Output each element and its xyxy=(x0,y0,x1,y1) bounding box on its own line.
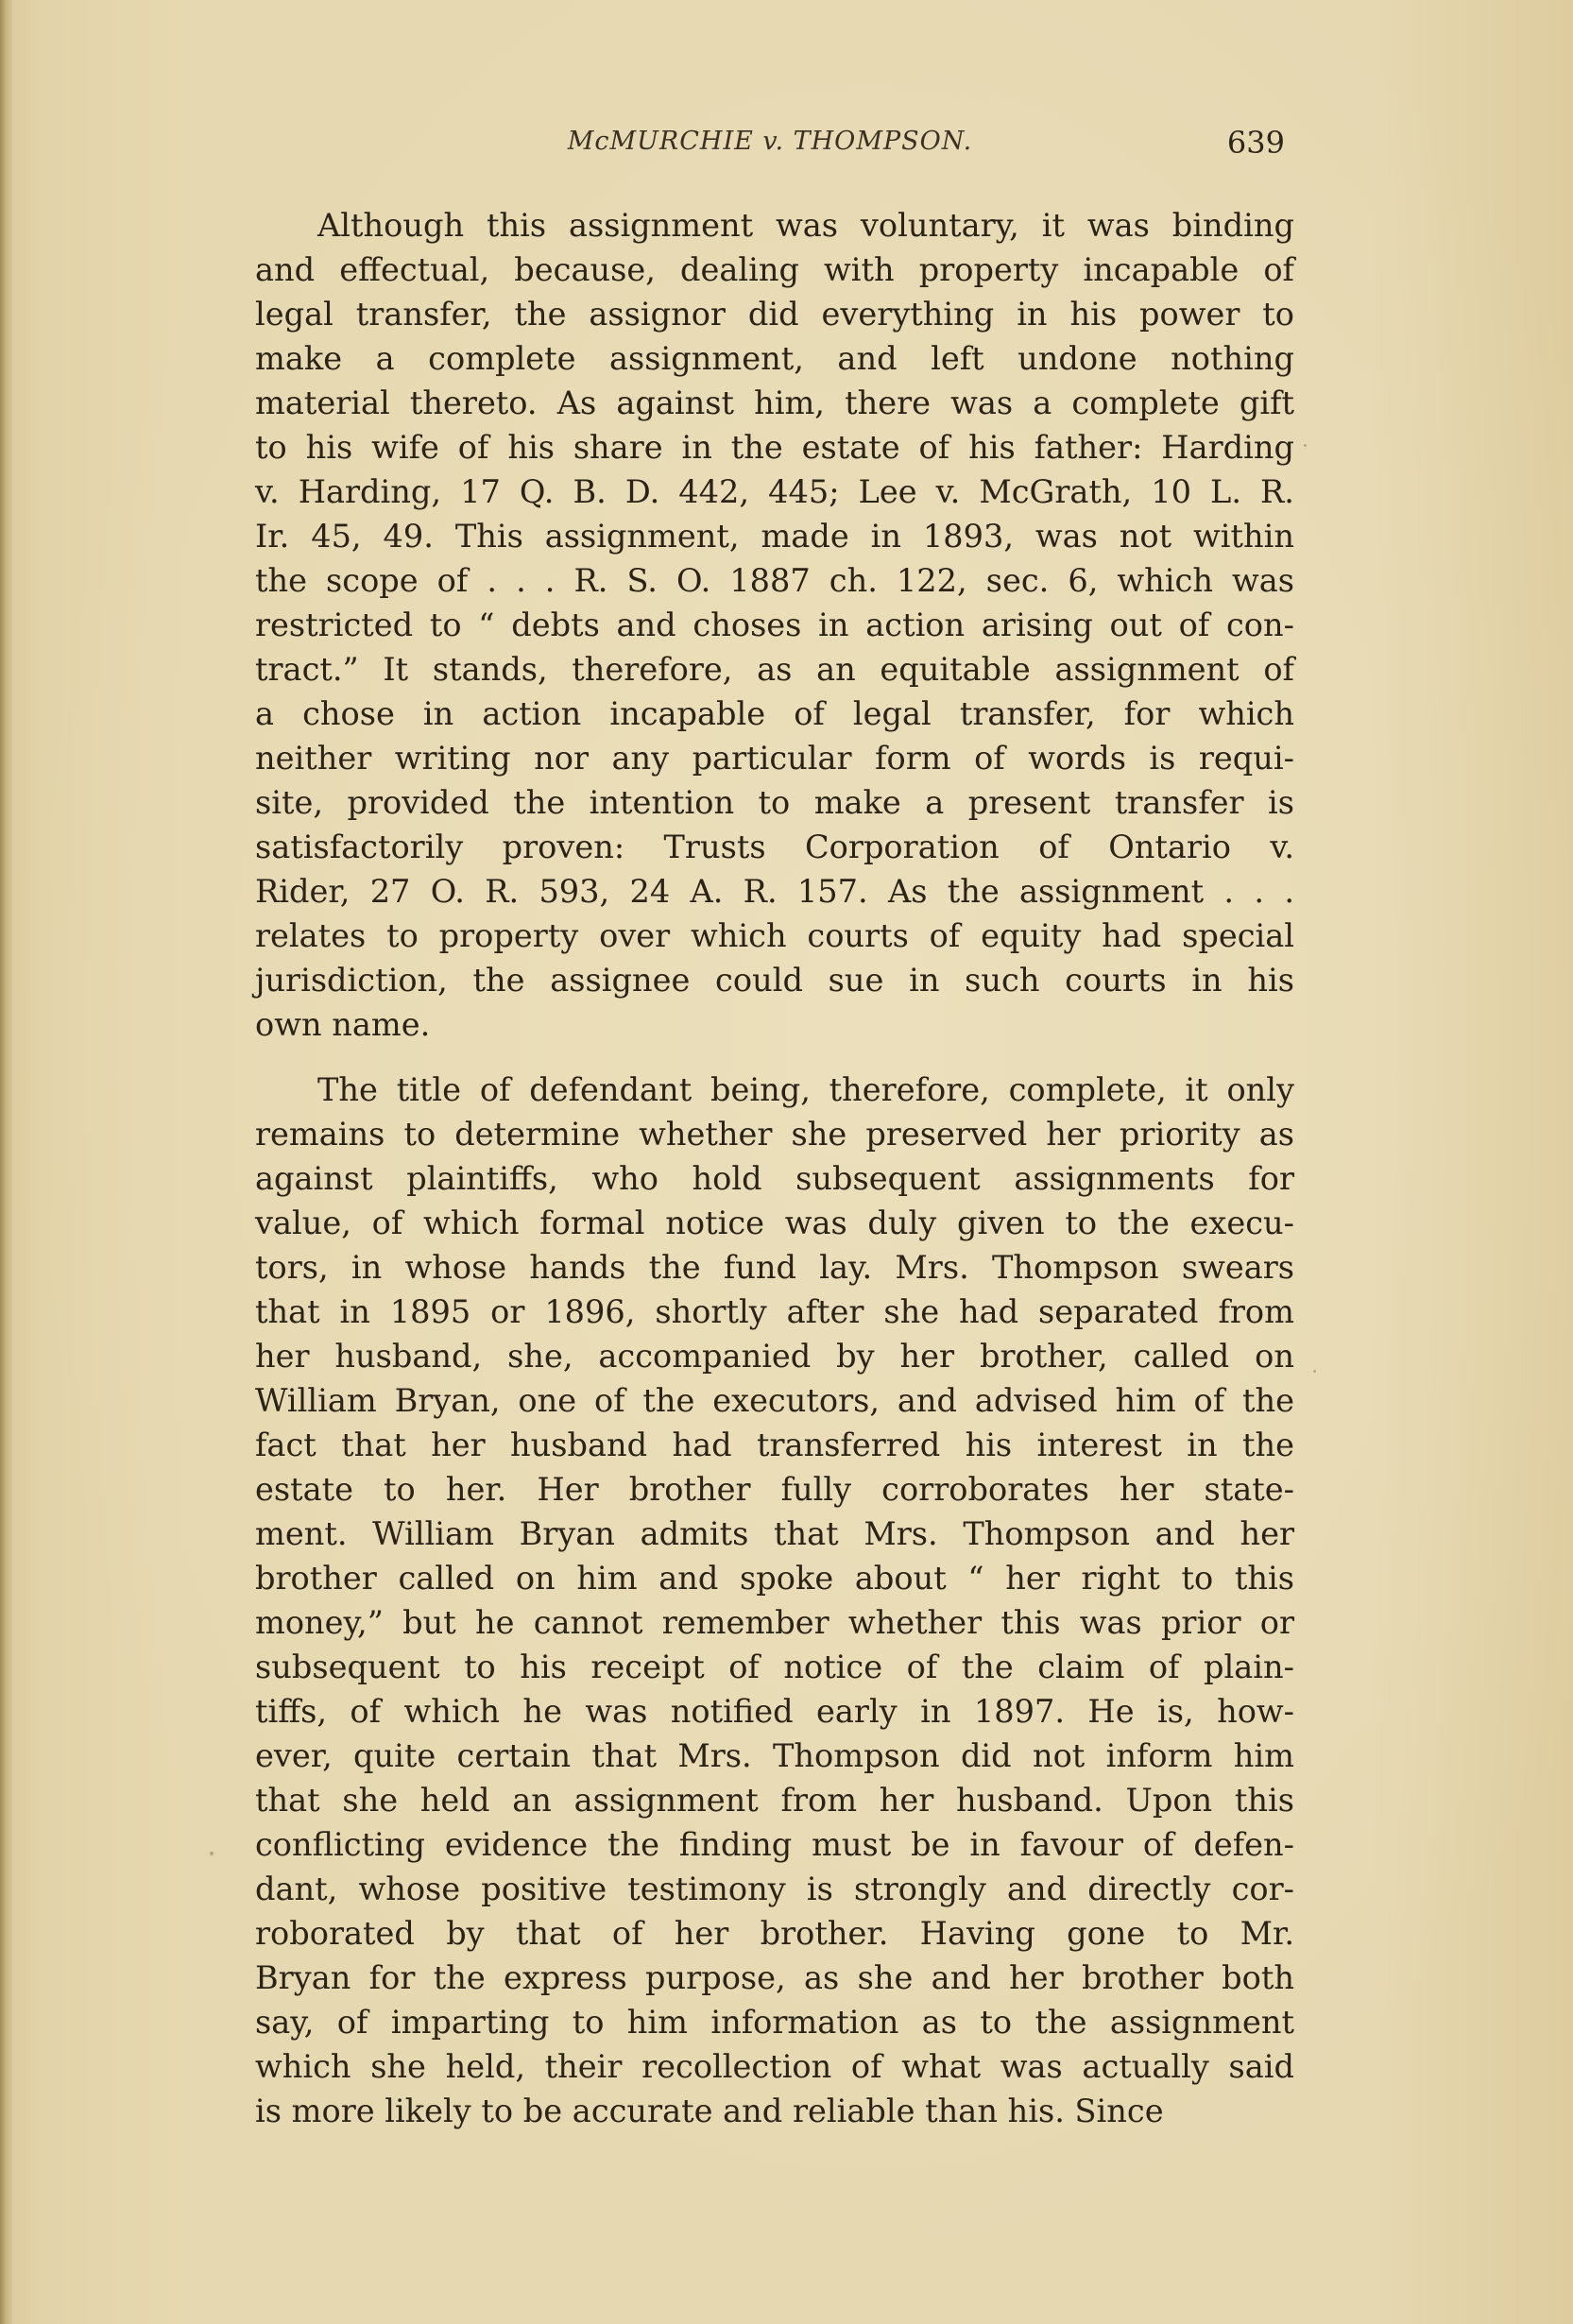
text-line: her husband, she, accompanied by her brother, called on xyxy=(255,1338,1294,1375)
text-line: own name. xyxy=(255,1006,431,1043)
text-line: say, of imparting to him information as to the assignment xyxy=(255,2004,1294,2041)
text-line: to his wife of his share in the estate of his father: Harding xyxy=(255,429,1294,466)
text-line: tract.” It stands, therefore, as an equitable assignment of xyxy=(255,651,1294,688)
text-line: money,” but he cannot remember whether this was prior or xyxy=(255,1604,1294,1641)
page-gutter-shadow xyxy=(0,0,13,2324)
text-line: against plaintiffs, who hold subsequent assignments for xyxy=(255,1160,1294,1197)
text-line: legal transfer, the assignor did everything in his power to xyxy=(255,296,1294,333)
text-line: is more likely to be accurate and reliable than his. Since xyxy=(255,2093,1164,2129)
text-line: relates to property over which courts of equity had special xyxy=(255,917,1294,954)
text-line: that she held an assignment from her husband. Upon this xyxy=(255,1782,1294,1819)
text-line: tiffs, of which he was notified early in 1897. He is, how- xyxy=(255,1693,1294,1730)
text-line: Bryan for the express purpose, as she and her brother both xyxy=(255,1959,1294,1996)
text-line: tors, in whose hands the fund lay. Mrs. Thompson swears xyxy=(255,1249,1294,1286)
text-line: material thereto. As against him, there was a complete gift xyxy=(255,384,1294,421)
text-line: which she held, their recollection of what was actually said xyxy=(255,2048,1294,2085)
body-text xyxy=(255,203,1294,2133)
text-line: site, provided the intention to make a present transfer is xyxy=(255,784,1294,821)
paper-speck xyxy=(1313,1370,1316,1373)
text-line: Ir. 45, 49. This assignment, made in 1893, was not within xyxy=(255,518,1294,555)
text-line: estate to her. Her brother fully corroborates her state- xyxy=(255,1471,1294,1508)
text-line: Rider, 27 O. R. 593, 24 A. R. 157. As the assignment . . . xyxy=(255,873,1294,910)
text-line: conflicting evidence the finding must be in favour of defen- xyxy=(255,1826,1294,1863)
paragraph xyxy=(255,203,1294,1047)
page-number: 639 xyxy=(1226,125,1285,161)
text-line: fact that her husband had transferred his interest in the xyxy=(255,1427,1294,1463)
paper-speck xyxy=(1304,444,1307,447)
text-line: ever, quite certain that Mrs. Thompson did not inform him xyxy=(255,1737,1294,1774)
text-line: make a complete assignment, and left undone nothing xyxy=(255,340,1294,377)
text-line: and effectual, because, dealing with property incapable of xyxy=(255,251,1294,288)
text-line: subsequent to his receipt of notice of the claim of plain- xyxy=(255,1649,1294,1685)
paragraph xyxy=(255,1068,1294,2133)
text-line: that in 1895 or 1896, shortly after she had separated from xyxy=(255,1293,1294,1330)
text-line: neither writing nor any particular form of words is requi- xyxy=(255,740,1294,777)
text-line: ment. William Bryan admits that Mrs. Thompson and her xyxy=(255,1515,1294,1552)
text-line: remains to determine whether she preserved her priority as xyxy=(255,1116,1294,1153)
text-line: William Bryan, one of the executors, and advised him of the xyxy=(255,1382,1294,1419)
running-title: McMURCHIE v. THOMPSON. xyxy=(567,127,973,156)
text-line: jurisdiction, the assignee could sue in such courts in his xyxy=(255,962,1294,999)
text-line: the scope of . . . R. S. O. 1887 ch. 122, sec. 6, which was xyxy=(255,562,1294,599)
text-line: Although this assignment was voluntary, it was binding xyxy=(317,207,1294,244)
text-line: roborated by that of her brother. Having gone to Mr. xyxy=(255,1915,1294,1952)
text-line: dant, whose positive testimony is strongly and directly cor- xyxy=(255,1871,1294,1907)
text-line: brother called on him and spoke about “ her right to this xyxy=(255,1560,1294,1597)
text-line: restricted to “ debts and choses in action arising out of con- xyxy=(255,607,1294,643)
text-line: v. Harding, 17 Q. B. D. 442, 445; Lee v. McGrath, 10 L. R. xyxy=(255,473,1294,510)
text-line: a chose in action incapable of legal transfer, for which xyxy=(255,695,1294,732)
paper-speck xyxy=(210,1852,214,1855)
page-header xyxy=(255,127,1285,174)
text-line: satisfactorily proven: Trusts Corporation of Ontario v. xyxy=(255,829,1294,865)
text-line: value, of which formal notice was duly given to the execu- xyxy=(255,1205,1294,1241)
text-line: The title of defendant being, therefore, complete, it only xyxy=(317,1071,1294,1108)
